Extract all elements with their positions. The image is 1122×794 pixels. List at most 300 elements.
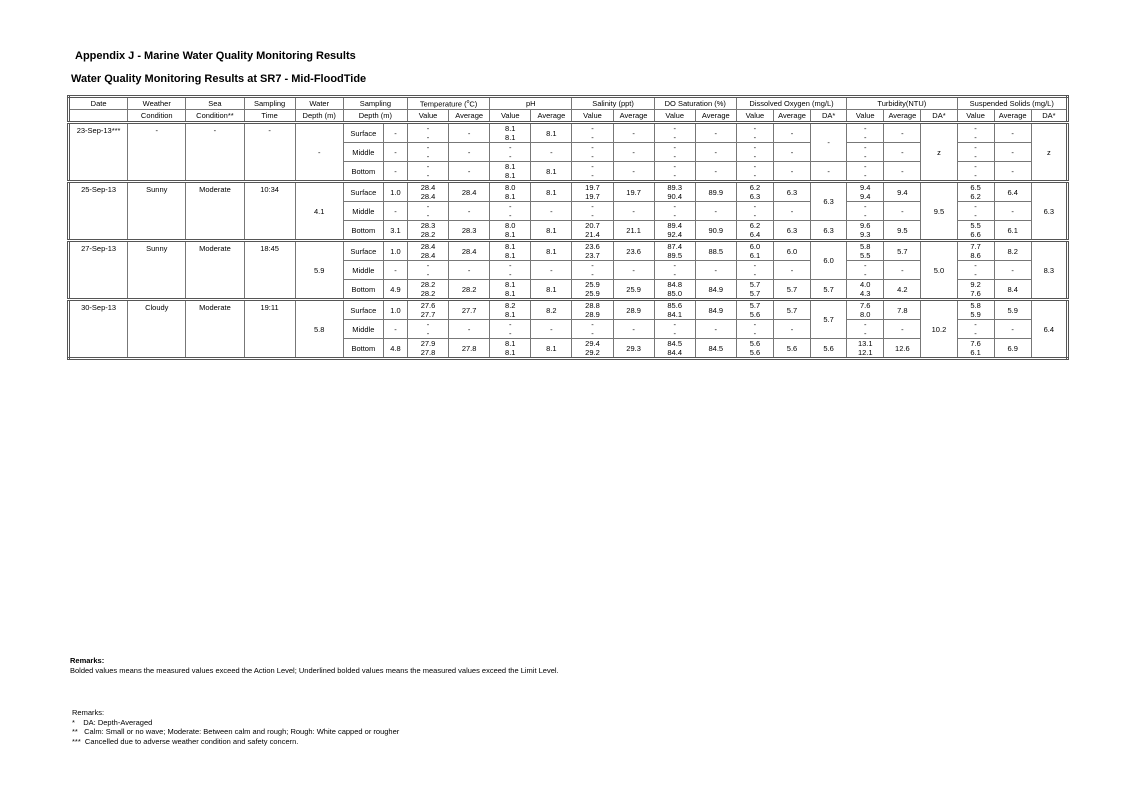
- ph-value-1: -: [509, 261, 512, 270]
- depth-label-cell: Surface: [343, 182, 383, 202]
- suspended-solids-value-1: 5.5: [970, 221, 981, 230]
- do-saturation-value-2: 84.4: [667, 348, 682, 357]
- turbidity-value: [847, 123, 884, 143]
- do-saturation-value: [654, 280, 695, 300]
- dissolved-oxygen-value-2: -: [753, 171, 757, 180]
- salinity-value-2: -: [591, 329, 594, 338]
- sea-condition-cell: -: [186, 123, 244, 182]
- depth-label-cell: Bottom: [343, 221, 383, 241]
- salinity-value-1: 29.4: [585, 339, 600, 348]
- dissolved-oxygen-value: [736, 339, 773, 359]
- salinity-value: [572, 280, 613, 300]
- dissolved-oxygen-value-2: -: [753, 329, 757, 338]
- temperature-value-2: 27.8: [420, 348, 436, 357]
- dissolved-oxygen-value-1: 6.2: [749, 221, 761, 230]
- do-saturation-value: [654, 123, 695, 143]
- turbidity-value-2: 5.5: [860, 251, 871, 260]
- turbidity-value-2: 8.0: [860, 310, 871, 319]
- turbidity-value: [847, 182, 884, 202]
- salinity-value-2: 19.7: [585, 192, 600, 201]
- suspended-solids-value-2: -: [974, 329, 977, 338]
- table-title: Water Quality Monitoring Results at SR7 - Mid-FloodTide: [71, 73, 367, 85]
- depth-label-cell: Middle: [343, 261, 383, 280]
- dissolved-oxygen-value-2: -: [753, 152, 757, 161]
- temperature-value: [407, 123, 448, 143]
- salinity-value-2: -: [591, 152, 594, 161]
- sampling-time-cell: 18:45: [244, 241, 295, 300]
- ph-value: [490, 261, 531, 280]
- dissolved-oxygen-average: -: [773, 123, 810, 143]
- salinity-average: -: [613, 320, 654, 339]
- ph-average: 8.1: [531, 123, 572, 143]
- suspended-solids-value-2: 6.2: [970, 192, 981, 201]
- ph-value-2: 8.1: [505, 230, 516, 239]
- dissolved-oxygen-value-1: 5.6: [749, 339, 761, 348]
- do-saturation-value-2: -: [673, 171, 676, 180]
- salinity-average: 29.3: [613, 339, 654, 359]
- col-do-saturation: DO Saturation (%): [654, 97, 736, 110]
- sampling-depth-cell: -: [383, 202, 407, 221]
- suspended-solids-average: -: [994, 261, 1031, 280]
- temperature-average: 28.2: [449, 280, 490, 300]
- turbidity-value-1: -: [863, 320, 867, 329]
- col-weather-sub: Condition: [128, 110, 186, 123]
- sampling-depth-cell: 4.9: [383, 280, 407, 300]
- suspended-solids-average: 6.1: [994, 221, 1031, 241]
- suspended-solids-value-1: -: [974, 124, 977, 133]
- temperature-value-1: 28.3: [420, 221, 436, 230]
- suspended-solids-value: [957, 123, 994, 143]
- weather-cell: Sunny: [128, 182, 186, 241]
- turbidity-value-2: -: [863, 152, 867, 161]
- dissolved-oxygen-value-1: 6.0: [749, 242, 761, 251]
- ph-average: 8.2: [531, 300, 572, 320]
- temperature-value-2: -: [426, 133, 430, 142]
- footnotes-section: [72, 708, 399, 746]
- salinity-value-1: -: [591, 320, 594, 329]
- water-depth-cell: -: [295, 123, 343, 182]
- sub-value: Value: [847, 110, 884, 123]
- suspended-solids-value-1: 6.5: [970, 183, 981, 192]
- do-saturation-value-1: -: [673, 143, 676, 152]
- temperature-value-2: 28.2: [420, 289, 436, 298]
- salinity-average: 19.7: [613, 182, 654, 202]
- turbidity-average: 9.4: [884, 182, 921, 202]
- dissolved-oxygen-average: 5.7: [773, 280, 810, 300]
- salinity-value: [572, 241, 613, 261]
- salinity-value: [572, 162, 613, 182]
- col-sea: Sea: [186, 97, 244, 110]
- do-saturation-value-1: -: [673, 261, 676, 270]
- suspended-solids-average: 5.9: [994, 300, 1031, 320]
- salinity-value-2: -: [591, 211, 594, 220]
- sub-da: DA*: [1031, 110, 1067, 123]
- date-cell: 27-Sep-13: [69, 241, 128, 300]
- ph-average: 8.1: [531, 221, 572, 241]
- salinity-average: 25.9: [613, 280, 654, 300]
- salinity-value: [572, 300, 613, 320]
- ph-value-2: 8.1: [505, 251, 516, 260]
- col-water-depth-sub: Depth (m): [295, 110, 343, 123]
- turbidity-value-2: -: [863, 211, 867, 220]
- salinity-value-1: -: [591, 202, 594, 211]
- ph-value-2: 8.1: [505, 171, 516, 180]
- dissolved-oxygen-da-bottom: 5.7: [811, 280, 847, 300]
- col-sampling-depth: Sampling: [343, 97, 407, 110]
- suspended-solids-average: -: [994, 143, 1031, 162]
- suspended-solids-da: 8.3: [1031, 241, 1067, 300]
- sub-value: Value: [736, 110, 773, 123]
- turbidity-average: -: [884, 123, 921, 143]
- temperature-value: [407, 320, 448, 339]
- remarks-text: Bolded values means the measured values exceed the Action Level; Underlined bolded values means the measured values exceed the Limit Level.: [70, 665, 559, 675]
- temperature-value-1: -: [426, 320, 430, 329]
- sea-condition-cell: Moderate: [186, 182, 244, 241]
- dissolved-oxygen-value-2: 5.6: [749, 348, 761, 357]
- turbidity-average: 9.5: [884, 221, 921, 241]
- ph-average: -: [531, 320, 572, 339]
- sampling-depth-cell: 1.0: [383, 182, 407, 202]
- col-salinity: Salinity (ppt): [572, 97, 654, 110]
- salinity-value: [572, 261, 613, 280]
- table-row: [69, 300, 1068, 320]
- suspended-solids-value-1: 7.7: [970, 242, 981, 251]
- ph-value-2: 8.1: [505, 310, 516, 319]
- turbidity-value-2: 12.1: [857, 348, 873, 357]
- suspended-solids-da: z: [1031, 123, 1067, 182]
- temperature-average: -: [449, 143, 490, 162]
- turbidity-average: 7.8: [884, 300, 921, 320]
- dissolved-oxygen-value-2: 6.3: [749, 192, 761, 201]
- do-saturation-value-1: 84.5: [667, 339, 682, 348]
- depth-label-cell: Bottom: [343, 339, 383, 359]
- turbidity-average: -: [884, 261, 921, 280]
- salinity-average: -: [613, 143, 654, 162]
- dissolved-oxygen-value-2: 5.7: [749, 289, 761, 298]
- sub-average: Average: [773, 110, 810, 123]
- turbidity-average: -: [884, 162, 921, 182]
- sub-average: Average: [695, 110, 736, 123]
- sub-value: Value: [407, 110, 448, 123]
- sub-average: Average: [531, 110, 572, 123]
- temperature-average: -: [449, 202, 490, 221]
- do-saturation-value: [654, 162, 695, 182]
- col-suspended-solids: Suspended Solids (mg/L): [957, 97, 1068, 110]
- suspended-solids-value: [957, 162, 994, 182]
- turbidity-da: z: [921, 123, 957, 182]
- dissolved-oxygen-value: [736, 241, 773, 261]
- salinity-value: [572, 320, 613, 339]
- ph-value: [490, 339, 531, 359]
- ph-value: [490, 300, 531, 320]
- dissolved-oxygen-value-2: 6.1: [749, 251, 761, 260]
- col-sea-sub: Condition**: [186, 110, 244, 123]
- suspended-solids-value: [957, 320, 994, 339]
- ph-value-2: -: [509, 329, 512, 338]
- weather-cell: -: [128, 123, 186, 182]
- temperature-value-2: -: [426, 270, 430, 279]
- dissolved-oxygen-value-1: 5.7: [749, 280, 761, 289]
- suspended-solids-value: [957, 261, 994, 280]
- sampling-time-cell: 10:34: [244, 182, 295, 241]
- dissolved-oxygen-value: [736, 202, 773, 221]
- suspended-solids-da: 6.3: [1031, 182, 1067, 241]
- table-row: [69, 182, 1068, 202]
- dissolved-oxygen-value-2: -: [753, 133, 757, 142]
- turbidity-value: [847, 300, 884, 320]
- ph-average: 8.1: [531, 241, 572, 261]
- turbidity-value: [847, 143, 884, 162]
- sub-average: Average: [994, 110, 1031, 123]
- salinity-average: 28.9: [613, 300, 654, 320]
- temperature-average: -: [449, 320, 490, 339]
- suspended-solids-value-2: -: [974, 133, 977, 142]
- footnote-sea-condition: ** Calm: Small or no wave; Moderate: Between calm and rough; Rough: White capped or rougher: [72, 727, 400, 736]
- turbidity-value-1: -: [863, 202, 867, 211]
- turbidity-value: [847, 162, 884, 182]
- do-saturation-value-1: -: [673, 202, 676, 211]
- ph-value-2: 8.1: [505, 192, 516, 201]
- turbidity-value-1: 9.4: [860, 183, 871, 192]
- temperature-value-1: -: [426, 202, 430, 211]
- dissolved-oxygen-average: 6.3: [773, 182, 810, 202]
- temperature-average: 28.3: [449, 221, 490, 241]
- salinity-value: [572, 123, 613, 143]
- date-cell: 23-Sep-13***: [69, 123, 128, 182]
- turbidity-value-1: -: [863, 124, 867, 133]
- temperature-value-2: 28.4: [420, 251, 436, 260]
- do-saturation-value-2: 85.0: [667, 289, 682, 298]
- dissolved-oxygen-value-2: 5.6: [749, 310, 761, 319]
- salinity-value-2: -: [591, 270, 594, 279]
- turbidity-value-2: -: [863, 133, 867, 142]
- do-saturation-average: 84.5: [695, 339, 736, 359]
- ph-value-1: 8.0: [505, 183, 516, 192]
- suspended-solids-value: [957, 202, 994, 221]
- do-saturation-value: [654, 143, 695, 162]
- col-sampling-depth-sub: Depth (m): [343, 110, 407, 123]
- ph-value-1: -: [509, 320, 512, 329]
- suspended-solids-value-2: 6.6: [970, 230, 981, 239]
- ph-value-2: -: [509, 270, 512, 279]
- dissolved-oxygen-value-1: -: [753, 202, 757, 211]
- temperature-value-1: 27.6: [420, 301, 436, 310]
- sampling-depth-cell: -: [383, 123, 407, 143]
- ph-value-1: 8.1: [505, 162, 516, 171]
- ph-value-2: 8.1: [505, 133, 516, 142]
- depth-label-cell: Surface: [343, 241, 383, 261]
- table-row: [69, 123, 1068, 143]
- do-saturation-value-2: 92.4: [667, 230, 682, 239]
- do-saturation-value-1: 89.4: [667, 221, 682, 230]
- sub-value: Value: [490, 110, 531, 123]
- suspended-solids-value: [957, 241, 994, 261]
- do-saturation-value-2: -: [673, 211, 676, 220]
- salinity-value-1: 23.6: [585, 242, 600, 251]
- do-saturation-value-1: 87.4: [667, 242, 682, 251]
- sampling-depth-cell: 3.1: [383, 221, 407, 241]
- ph-average: -: [531, 143, 572, 162]
- do-saturation-value: [654, 182, 695, 202]
- do-saturation-value-2: 89.5: [667, 251, 682, 260]
- temperature-value-1: -: [426, 261, 430, 270]
- ph-value-1: -: [509, 202, 512, 211]
- date-cell: 25-Sep-13: [69, 182, 128, 241]
- suspended-solids-value: [957, 221, 994, 241]
- dissolved-oxygen-da: 5.7: [811, 300, 847, 339]
- suspended-solids-average: -: [994, 162, 1031, 182]
- footnote-da: * DA: Depth-Averaged: [72, 717, 153, 727]
- temperature-value-1: 28.4: [420, 183, 436, 192]
- weather-cell: Sunny: [128, 241, 186, 300]
- sampling-depth-cell: -: [383, 261, 407, 280]
- do-saturation-value-1: 85.6: [667, 301, 682, 310]
- sub-value: Value: [957, 110, 994, 123]
- turbidity-value-1: -: [863, 162, 867, 171]
- table-row: [69, 241, 1068, 261]
- sampling-depth-cell: 1.0: [383, 241, 407, 261]
- dissolved-oxygen-value-2: -: [753, 270, 757, 279]
- suspended-solids-average: -: [994, 202, 1031, 221]
- suspended-solids-value: [957, 182, 994, 202]
- do-saturation-value-1: -: [673, 124, 676, 133]
- do-saturation-value: [654, 261, 695, 280]
- do-saturation-value-2: 84.1: [667, 310, 682, 319]
- salinity-value-1: 25.9: [585, 280, 600, 289]
- dissolved-oxygen-average: 5.7: [773, 300, 810, 320]
- do-saturation-average: -: [695, 320, 736, 339]
- salinity-value-1: 19.7: [585, 183, 600, 192]
- do-saturation-value-1: -: [673, 320, 676, 329]
- dissolved-oxygen-value-2: -: [753, 211, 757, 220]
- depth-label-cell: Middle: [343, 202, 383, 221]
- turbidity-value-1: 9.6: [860, 221, 871, 230]
- salinity-value: [572, 143, 613, 162]
- turbidity-value: [847, 320, 884, 339]
- do-saturation-value: [654, 202, 695, 221]
- sampling-depth-cell: -: [383, 162, 407, 182]
- ph-value: [490, 162, 531, 182]
- turbidity-da: 5.0: [921, 241, 957, 300]
- temperature-average: -: [449, 261, 490, 280]
- header-row-2: [69, 110, 1068, 123]
- suspended-solids-value-1: -: [974, 261, 977, 270]
- dissolved-oxygen-da-bottom: 6.3: [811, 221, 847, 241]
- suspended-solids-average: -: [994, 123, 1031, 143]
- ph-value: [490, 202, 531, 221]
- ph-value-1: 8.0: [505, 221, 516, 230]
- turbidity-value: [847, 221, 884, 241]
- dissolved-oxygen-value-1: -: [753, 261, 757, 270]
- dissolved-oxygen-value: [736, 280, 773, 300]
- col-water-depth: Water: [295, 97, 343, 110]
- do-saturation-value-2: -: [673, 133, 676, 142]
- dissolved-oxygen-value-1: -: [753, 124, 757, 133]
- dissolved-oxygen-value-1: -: [753, 320, 757, 329]
- turbidity-da: 10.2: [921, 300, 957, 359]
- dissolved-oxygen-value-1: 6.2: [749, 183, 761, 192]
- dissolved-oxygen-value-1: 5.7: [749, 301, 761, 310]
- col-date: Date: [69, 97, 128, 110]
- dissolved-oxygen-value-1: -: [753, 162, 757, 171]
- salinity-value-2: 25.9: [585, 289, 600, 298]
- temperature-value: [407, 300, 448, 320]
- temperature-value: [407, 202, 448, 221]
- salinity-value-1: 20.7: [585, 221, 600, 230]
- sampling-time-cell: 19:11: [244, 300, 295, 359]
- dissolved-oxygen-value: [736, 182, 773, 202]
- temperature-value: [407, 339, 448, 359]
- temperature-value-2: 28.2: [420, 230, 436, 239]
- do-saturation-value: [654, 221, 695, 241]
- ph-average: 8.1: [531, 162, 572, 182]
- temperature-average: 27.8: [449, 339, 490, 359]
- temperature-value: [407, 182, 448, 202]
- remarks-section: [70, 656, 559, 675]
- do-saturation-value-2: -: [673, 152, 676, 161]
- temperature-average: 28.4: [449, 182, 490, 202]
- ph-value: [490, 241, 531, 261]
- depth-label-cell: Bottom: [343, 162, 383, 182]
- sampling-depth-cell: -: [383, 320, 407, 339]
- salinity-value-2: 23.7: [585, 251, 600, 260]
- dissolved-oxygen-value: [736, 221, 773, 241]
- suspended-solids-value: [957, 339, 994, 359]
- suspended-solids-value: [957, 143, 994, 162]
- do-saturation-average: -: [695, 123, 736, 143]
- temperature-value-2: -: [426, 329, 430, 338]
- col-temperature: Temperature ($^o$C): [407, 97, 489, 110]
- salinity-value: [572, 339, 613, 359]
- water-depth-cell: 5.8: [295, 300, 343, 359]
- do-saturation-value-1: 89.3: [667, 183, 682, 192]
- ph-value-1: 8.1: [505, 124, 516, 133]
- temperature-value-2: -: [426, 171, 430, 180]
- turbidity-value: [847, 339, 884, 359]
- salinity-value-2: 21.4: [585, 230, 600, 239]
- ph-value-2: -: [509, 211, 512, 220]
- temperature-average: -: [449, 162, 490, 182]
- salinity-value-1: 28.8: [585, 301, 600, 310]
- suspended-solids-average: -: [994, 320, 1031, 339]
- depth-label-cell: Middle: [343, 320, 383, 339]
- suspended-solids-value-2: -: [974, 211, 977, 220]
- remarks-title: Remarks:: [70, 656, 105, 665]
- ph-average: -: [531, 202, 572, 221]
- salinity-average: -: [613, 162, 654, 182]
- do-saturation-average: 89.9: [695, 182, 736, 202]
- do-saturation-average: -: [695, 202, 736, 221]
- dissolved-oxygen-average: -: [773, 320, 810, 339]
- ph-value-1: 8.2: [505, 301, 516, 310]
- suspended-solids-value-1: 7.6: [970, 339, 981, 348]
- do-saturation-average: -: [695, 143, 736, 162]
- do-saturation-value-2: 90.4: [667, 192, 682, 201]
- turbidity-value-1: -: [863, 261, 867, 270]
- do-saturation-average: -: [695, 162, 736, 182]
- suspended-solids-average: 6.9: [994, 339, 1031, 359]
- ph-average: -: [531, 261, 572, 280]
- salinity-value: [572, 182, 613, 202]
- suspended-solids-average: 8.4: [994, 280, 1031, 300]
- do-saturation-average: -: [695, 261, 736, 280]
- depth-label-cell: Middle: [343, 143, 383, 162]
- sampling-time-cell: -: [244, 123, 295, 182]
- salinity-value-1: -: [591, 162, 594, 171]
- temperature-average: 27.7: [449, 300, 490, 320]
- dissolved-oxygen-da: 6.0: [811, 241, 847, 280]
- suspended-solids-value-1: 9.2: [970, 280, 981, 289]
